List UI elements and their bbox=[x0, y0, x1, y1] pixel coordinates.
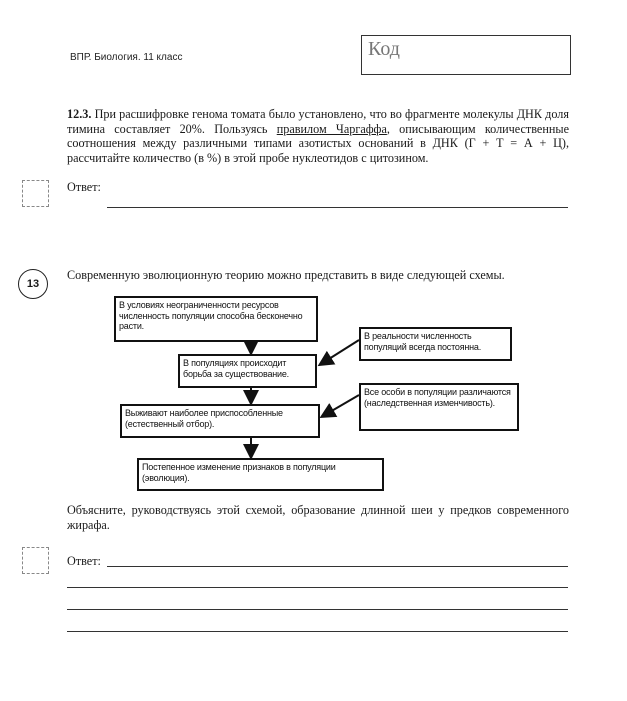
arrow-constant-to-struggle bbox=[321, 340, 359, 364]
task-12-3-text-part1: При расшифровке генома томата было установлено, что во фрагменте молекулы ДНК доля тимина составляет 20%. Пользуясь bbox=[67, 107, 569, 136]
task-13-intro: Современную эволюционную теорию можно представить в виде следующей схемы. bbox=[67, 268, 505, 282]
scheme-box-selection: Выживают наиболее приспособленные (естественный отбор). bbox=[120, 404, 320, 438]
scheme-side-constant-population: В реальности численность популяций всегда постоянна. bbox=[359, 327, 512, 361]
header-subject: ВПР. Биология. 11 класс bbox=[70, 52, 183, 63]
task-13-question: Объясните, руководствуясь этой схемой, образование длинной шеи у предков современного жирафа. bbox=[67, 503, 569, 532]
code-label: Код bbox=[368, 38, 400, 60]
scheme-box-evolution: Постепенное изменение признаков в популяции (эволюция). bbox=[137, 458, 384, 491]
scheme-side-variation: Все особи в популяции различаются (наследственная изменчивость). bbox=[359, 383, 519, 431]
task-13-number: 13 bbox=[18, 269, 48, 299]
task-12-3-number: 12.3. bbox=[67, 107, 92, 121]
scheme-box-struggle: В популяциях происходит борьба за существование. bbox=[178, 354, 317, 388]
scheme-box-resources: В условиях неограниченности ресурсов численность популяции способна бесконечно расти. bbox=[114, 296, 318, 342]
answer-line-13-4[interactable] bbox=[67, 631, 568, 632]
answer-line-13-2[interactable] bbox=[67, 587, 568, 588]
answer-label-12-3: Ответ: bbox=[67, 180, 101, 194]
task-12-3-text-part2: , описывающим количественные соотношения между различными типами азотистых оснований в ДНК (Г + Т = А + Ц), рассчитайте количество (в %) в этой пробе нуклеотидов с цитозином. bbox=[67, 121, 569, 165]
answer-label-13: Ответ: bbox=[67, 554, 101, 568]
answer-line-13-1[interactable] bbox=[107, 566, 568, 567]
answer-line-13-3[interactable] bbox=[67, 609, 568, 610]
arrow-variation-to-selection bbox=[323, 395, 359, 416]
score-box-13[interactable] bbox=[22, 547, 49, 574]
chargaff-rule-link[interactable]: правилом Чаргаффа bbox=[276, 121, 387, 136]
